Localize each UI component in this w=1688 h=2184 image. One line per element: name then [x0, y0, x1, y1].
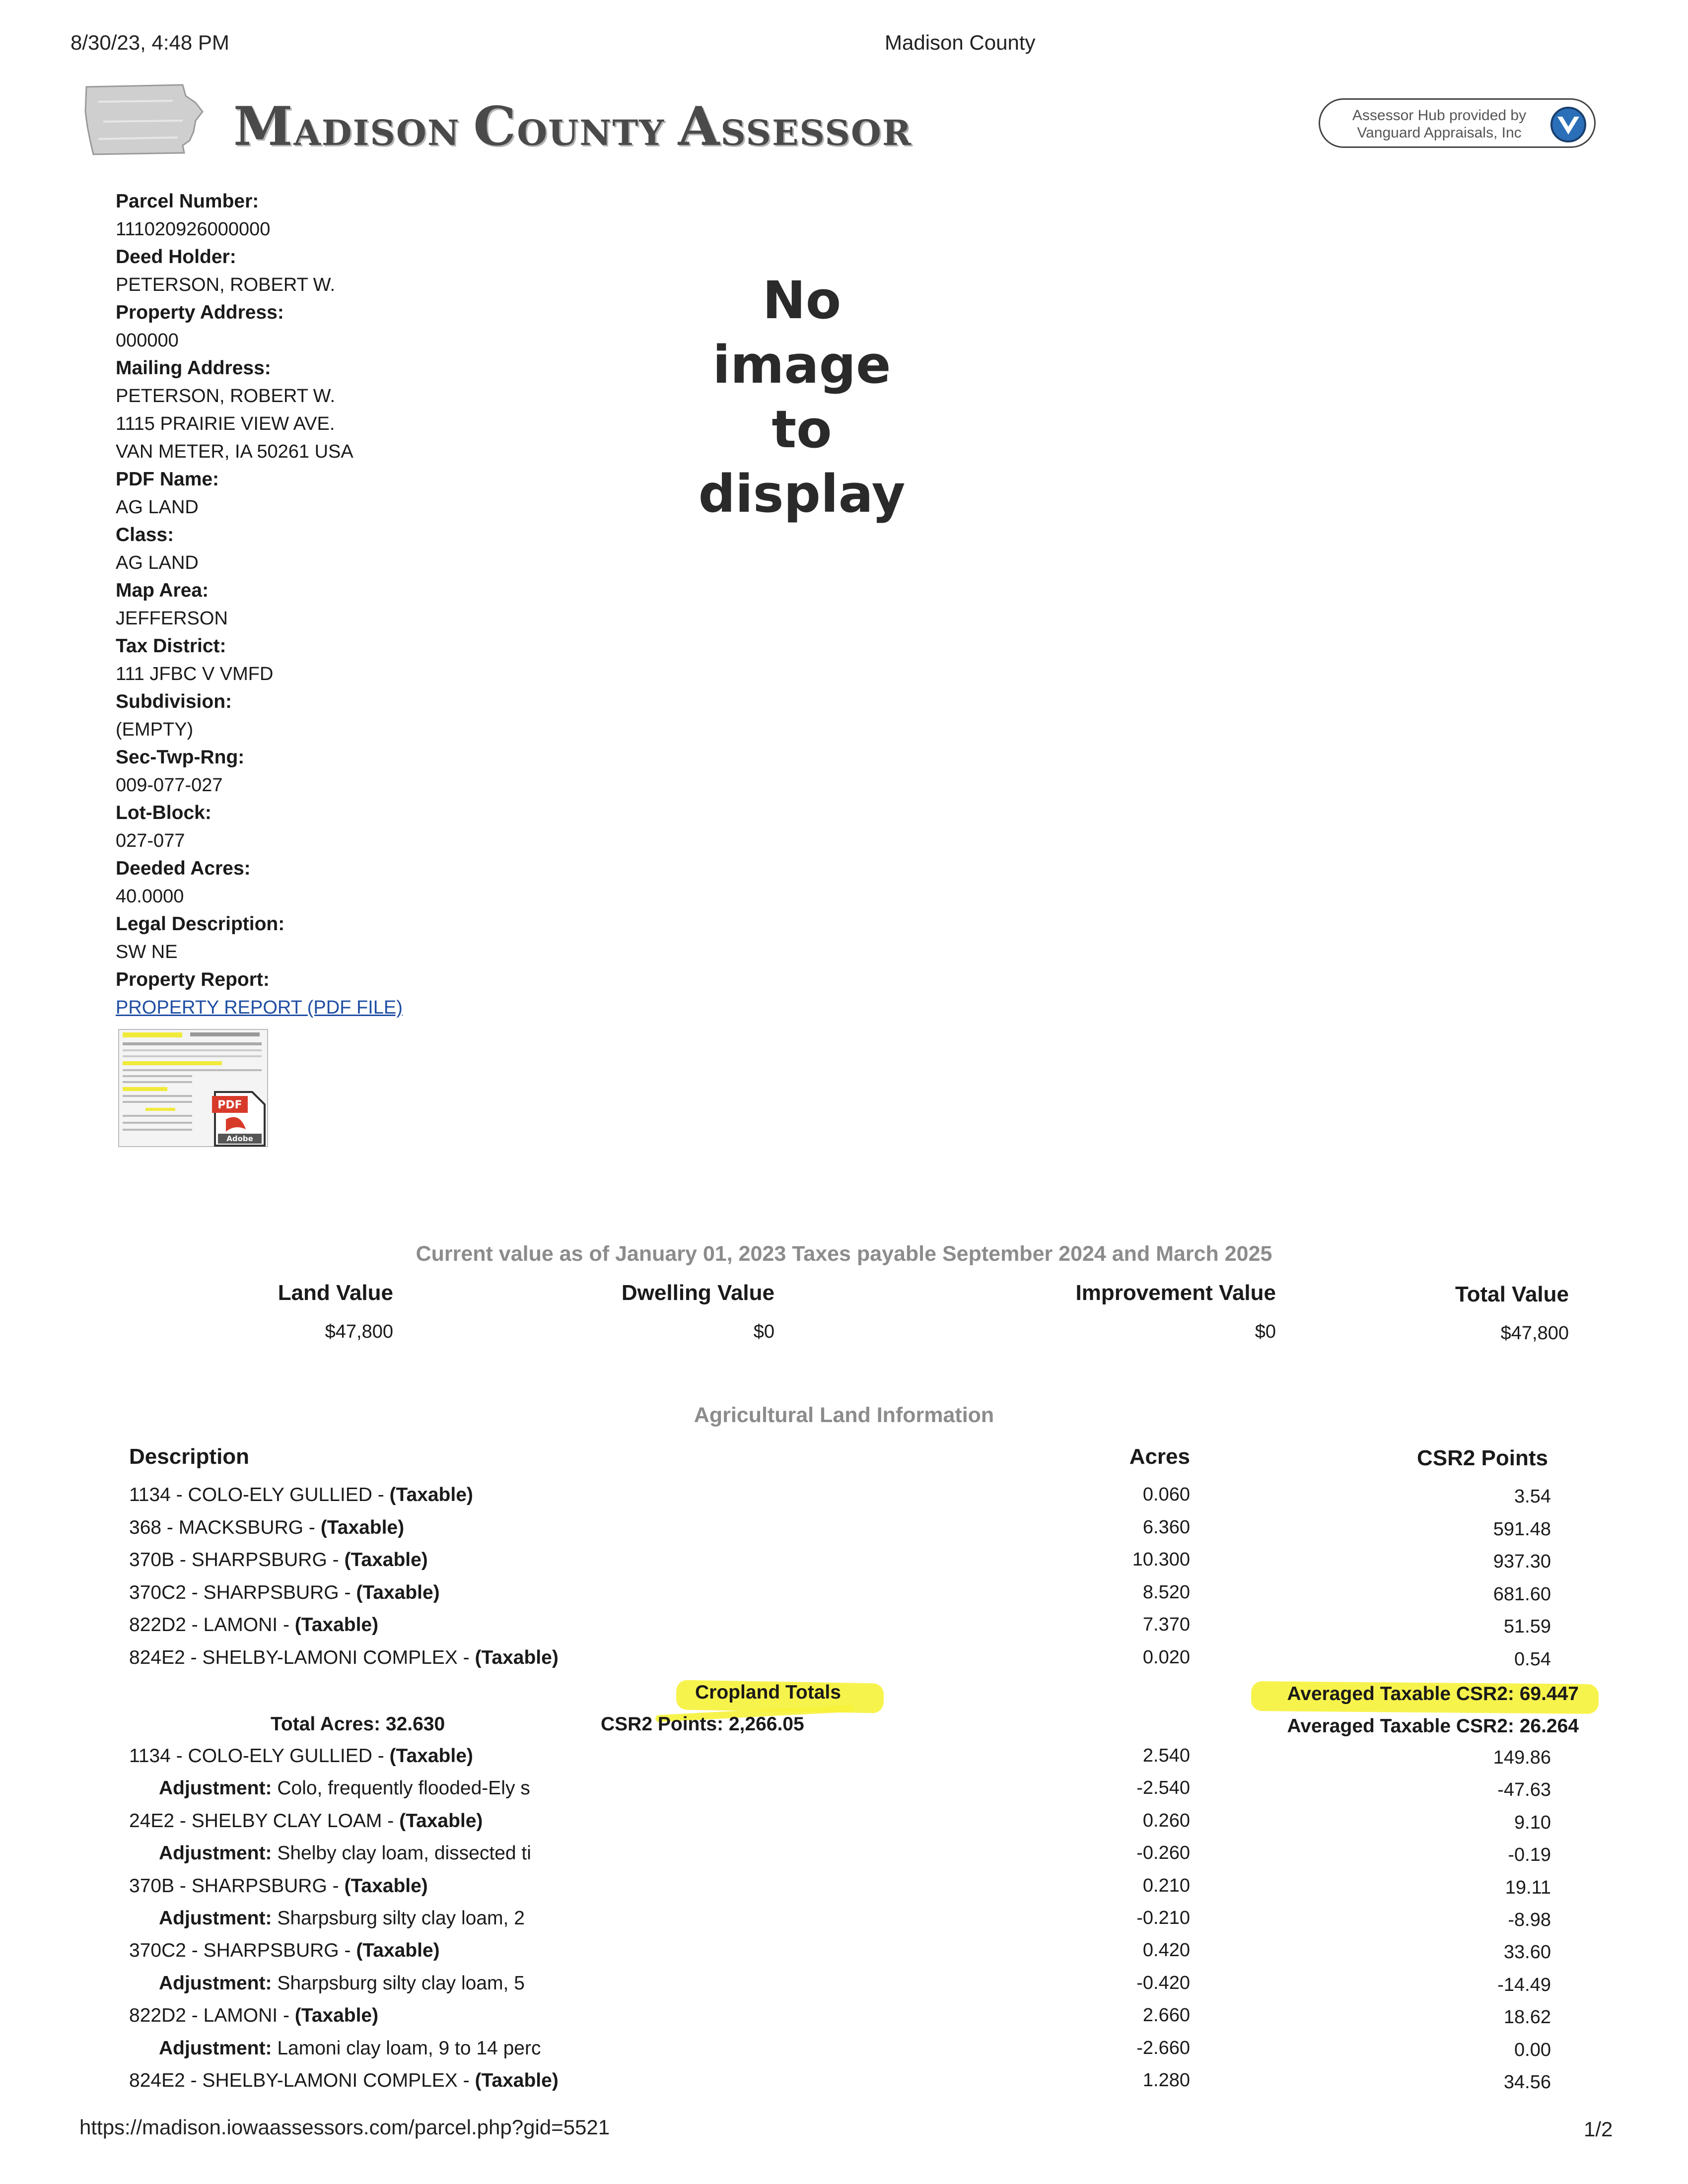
csr2-cell: -8.98 — [1508, 1910, 1551, 1930]
soil-name: 1134 - COLO-ELY GULLIED - — [129, 1745, 390, 1767]
ag-table-row — [0, 1843, 1688, 1875]
pdf-file-icon — [116, 1027, 275, 1151]
pdf-thumbnail[interactable] — [116, 1027, 275, 1151]
field-value: 111 JFBC V VMFD — [116, 664, 274, 684]
acres-cell: -0.210 — [1136, 1908, 1190, 1928]
soil-desc — [129, 2005, 378, 2027]
adjustment-desc — [159, 1777, 530, 1799]
soil-desc — [129, 1647, 559, 1669]
ag-table-row — [0, 1549, 1688, 1581]
field-value: VAN METER, IA 50261 USA — [116, 441, 353, 462]
field-value: 000000 — [116, 330, 179, 351]
improvement-value-label: Improvement Value — [1075, 1281, 1276, 1305]
field-label: Class: — [116, 524, 174, 546]
print-url[interactable]: https://madison.iowaassessors.com/parcel.php?gid=5521 — [79, 2116, 610, 2139]
soil-name: 822D2 - LAMONI - — [129, 1614, 295, 1636]
ag-table-row — [0, 1973, 1688, 2005]
iowa-state-icon — [83, 82, 205, 156]
acres-cell: -2.660 — [1136, 2037, 1190, 2058]
soil-name: 822D2 - LAMONI - — [129, 2005, 295, 2027]
soil-desc — [129, 1745, 473, 1767]
taxable-tag: (Taxable) — [344, 1549, 428, 1570]
soil-desc — [129, 1517, 404, 1539]
field-label: Deeded Acres: — [116, 858, 251, 879]
print-page-number: 1/2 — [1584, 2117, 1613, 2141]
csr2-cell: 3.54 — [1514, 1486, 1551, 1507]
field-value: 027-077 — [116, 830, 185, 851]
field-label: PDF Name: — [116, 469, 219, 490]
valuation-title: Current value as of January 01, 2023 Taxes payable September 2024 and March 2025 — [416, 1242, 1272, 1266]
hub-line-1: Assessor Hub provided by — [1352, 107, 1527, 124]
soil-name: 370B - SHARPSBURG - — [129, 1875, 345, 1897]
field-label: Deed Holder: — [116, 246, 236, 268]
ag-table-row — [0, 1614, 1688, 1646]
csr2-cell: 33.60 — [1503, 1942, 1551, 1963]
print-datetime: 8/30/23, 4:48 PM — [70, 31, 229, 54]
acres-cell: 8.520 — [1142, 1581, 1190, 1603]
acres-cell: -2.540 — [1136, 1777, 1190, 1799]
taxable-tag: (Taxable) — [356, 1581, 440, 1603]
acres-cell: 0.060 — [1142, 1484, 1190, 1505]
soil-desc — [129, 1582, 440, 1604]
taxable-tag: (Taxable) — [344, 1875, 428, 1897]
field-value: PETERSON, ROBERT W. — [116, 274, 336, 295]
acres-cell: 6.360 — [1142, 1516, 1190, 1538]
adjustment-text: Colo, frequently flooded-Ely s — [277, 1777, 530, 1799]
ag-table-row — [0, 1517, 1688, 1549]
field-value: SW NE — [116, 942, 178, 962]
csr2-cell: 9.10 — [1514, 1812, 1551, 1833]
adjustment-desc — [159, 1843, 531, 1864]
ag-table-row — [0, 1940, 1688, 1972]
field-label: Parcel Number: — [116, 191, 259, 212]
cropland-totals: Cropland Totals — [695, 1682, 841, 1703]
ag-table-row — [0, 1810, 1688, 1843]
land-value-label: Land Value — [278, 1281, 393, 1305]
field-value: 111020926000000 — [116, 219, 271, 240]
improvement-value: $0 — [1255, 1321, 1276, 1342]
acres-cell: 10.300 — [1132, 1549, 1190, 1570]
soil-name: 368 - MACKSBURG - — [129, 1516, 321, 1538]
vanguard-badge[interactable] — [1319, 98, 1596, 148]
soil-desc — [129, 1484, 473, 1506]
no-image-line: display — [698, 464, 906, 524]
adjustment-text: Sharpsburg silty clay loam, 2 — [277, 1908, 525, 1929]
field-label: Sec-Twp-Rng: — [116, 747, 245, 768]
adjustment-text: Shelby clay loam, dissected ti — [277, 1843, 531, 1864]
soil-name: 370B - SHARPSBURG - — [129, 1549, 345, 1570]
adjustment-text: Sharpsburg silty clay loam, 5 — [277, 1972, 525, 1994]
acres-cell: 2.660 — [1142, 2005, 1190, 2026]
print-title: Madison County — [885, 31, 1036, 54]
field-value: AG LAND — [116, 552, 199, 573]
field-value: AG LAND — [116, 497, 199, 518]
acres-cell: 2.540 — [1142, 1745, 1190, 1766]
averaged-csr2-2: Averaged Taxable CSR2: 26.264 — [1287, 1715, 1579, 1737]
total-value-label: Total Value — [1455, 1282, 1569, 1306]
soil-desc — [129, 1940, 440, 1962]
field-label: Property Address: — [116, 302, 284, 323]
no-image-line: to — [772, 399, 832, 460]
soil-desc — [129, 1614, 378, 1636]
ag-table-row — [0, 1647, 1688, 1679]
total-value: $47,800 — [1500, 1323, 1569, 1344]
field-value: 009-077-027 — [116, 775, 223, 796]
adjustment-label: Adjustment: — [159, 1777, 272, 1799]
field-value: PETERSON, ROBERT W. — [116, 386, 336, 407]
soil-desc — [129, 1549, 428, 1571]
col-description: Description — [129, 1444, 250, 1469]
acres-cell: -0.260 — [1136, 1843, 1190, 1864]
ag-table-row — [0, 1875, 1688, 1908]
no-image-placeholder — [685, 268, 918, 526]
taxable-tag: (Taxable) — [294, 1614, 379, 1636]
taxable-tag: (Taxable) — [356, 1940, 440, 1962]
total-acres: Total Acres: 32.630 — [271, 1713, 445, 1735]
taxable-tag: (Taxable) — [475, 2070, 559, 2091]
field-label: Lot-Block: — [116, 802, 211, 823]
field-label: Mailing Address: — [116, 357, 271, 379]
csr2-cell: 0.00 — [1514, 2039, 1551, 2060]
soil-desc — [129, 1875, 428, 1897]
ag-table-row — [0, 1582, 1688, 1614]
no-image-line: No — [762, 270, 842, 331]
adjustment-text: Lamoni clay loam, 9 to 14 perc — [277, 2037, 541, 2059]
acres-cell: 0.210 — [1142, 1875, 1190, 1896]
dwelling-value-label: Dwelling Value — [621, 1281, 774, 1305]
no-image-line: image — [712, 335, 891, 395]
csr2-cell: 51.59 — [1503, 1616, 1551, 1637]
acres-cell: 0.260 — [1142, 1810, 1190, 1831]
property-report-link[interactable]: PROPERTY REPORT (PDF FILE) — [116, 997, 403, 1018]
taxable-tag: (Taxable) — [399, 1810, 483, 1832]
vanguard-logo-icon — [1549, 106, 1587, 143]
soil-name: 370C2 - SHARPSBURG - — [129, 1581, 356, 1603]
ag-table-row — [0, 1777, 1688, 1810]
soil-name: 824E2 - SHELBY-LAMONI COMPLEX - — [129, 2070, 475, 2091]
adjustment-label: Adjustment: — [159, 1908, 272, 1929]
csr2-cell: -0.19 — [1508, 1844, 1551, 1866]
ag-table-row — [0, 1908, 1688, 1940]
col-csr2: CSR2 Points — [1416, 1446, 1548, 1470]
adjustment-label: Adjustment: — [159, 1843, 272, 1864]
csr2-cell: 34.56 — [1503, 2072, 1551, 2093]
acres-cell: -0.420 — [1136, 1972, 1190, 1993]
soil-name: 1134 - COLO-ELY GULLIED - — [129, 1484, 390, 1505]
csr2-cell: -47.63 — [1497, 1779, 1551, 1801]
ag-info-title: Agricultural Land Information — [694, 1403, 994, 1427]
csr2-cell: 591.48 — [1493, 1518, 1551, 1540]
adjustment-label: Adjustment: — [159, 2037, 272, 2059]
taxable-tag: (Taxable) — [320, 1516, 405, 1538]
csr2-cell: 149.86 — [1493, 1747, 1551, 1768]
field-value: (EMPTY) — [116, 719, 194, 740]
site-logo[interactable]: MADISON COUNTY ASSESSOR — [233, 95, 913, 158]
svg-text:PDF: PDF — [217, 1099, 242, 1111]
ag-table-row — [0, 2005, 1688, 2037]
field-label: Property Report: — [116, 969, 270, 990]
dwelling-value: $0 — [753, 1321, 774, 1342]
acres-cell: 1.280 — [1142, 2070, 1190, 2091]
taxable-tag: (Taxable) — [389, 1745, 473, 1767]
csr2-cell: 18.62 — [1503, 2007, 1551, 2028]
col-acres: Acres — [1129, 1444, 1190, 1469]
field-value: 40.0000 — [116, 886, 184, 907]
hub-line-2: Vanguard Appraisals, Inc — [1357, 125, 1522, 141]
adjustment-desc — [159, 1908, 525, 1929]
csr2-cell: -14.49 — [1497, 1974, 1551, 1995]
field-label: Tax District: — [116, 635, 226, 657]
csr2-cell: 681.60 — [1493, 1583, 1551, 1605]
field-label: Map Area: — [116, 580, 209, 601]
acres-cell: 0.420 — [1142, 1940, 1190, 1961]
taxable-tag: (Taxable) — [389, 1484, 473, 1505]
soil-desc — [129, 2070, 559, 2092]
field-label: Legal Description: — [116, 913, 285, 935]
field-label: Subdivision: — [116, 691, 232, 712]
ag-table-row — [0, 2070, 1688, 2102]
csr2-cell: 19.11 — [1505, 1877, 1551, 1898]
acres-cell: 7.370 — [1142, 1614, 1190, 1635]
soil-desc — [129, 1810, 483, 1832]
field-value: 1115 PRAIRIE VIEW AVE. — [116, 413, 335, 434]
adjustment-desc — [159, 1973, 525, 1994]
soil-name: 824E2 - SHELBY-LAMONI COMPLEX - — [129, 1646, 475, 1668]
acres-cell: 0.020 — [1142, 1646, 1190, 1668]
ag-table-row — [0, 2038, 1688, 2070]
csr2-cell: 937.30 — [1493, 1551, 1551, 1572]
parcel-details — [116, 188, 563, 1151]
taxable-tag: (Taxable) — [475, 1646, 559, 1668]
field-value: JEFFERSON — [116, 608, 228, 629]
soil-name: 370C2 - SHARPSBURG - — [129, 1940, 356, 1962]
taxable-tag: (Taxable) — [294, 2005, 379, 2027]
land-value: $47,800 — [325, 1321, 393, 1342]
ag-table-row — [0, 1484, 1688, 1516]
csr2-points-total: CSR2 Points: 2,266.05 — [601, 1713, 804, 1735]
soil-name: 24E2 - SHELBY CLAY LOAM - — [129, 1810, 400, 1832]
csr2-cell: 0.54 — [1514, 1648, 1551, 1670]
adjustment-label: Adjustment: — [159, 1972, 272, 1994]
svg-text:Adobe: Adobe — [226, 1134, 253, 1143]
ag-table-row — [0, 1745, 1688, 1777]
averaged-csr2-1: Averaged Taxable CSR2: 69.447 — [1287, 1683, 1579, 1705]
adjustment-desc — [159, 2038, 541, 2059]
